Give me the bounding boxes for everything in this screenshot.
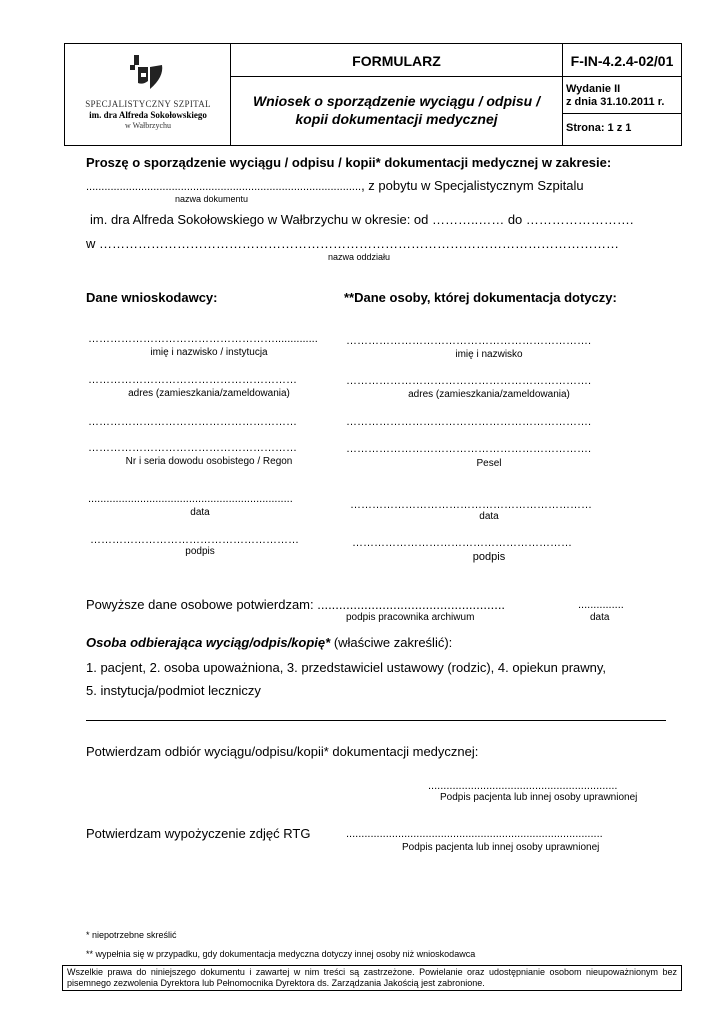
applicant-signature-field[interactable]: ………………………………………………… bbox=[90, 534, 299, 546]
xray-signature-field[interactable]: .................................................................................... bbox=[346, 828, 603, 840]
header-divider bbox=[562, 113, 681, 114]
hospital-emblem-icon bbox=[128, 53, 168, 95]
copyright-box bbox=[62, 965, 682, 991]
footnote-1: * niepotrzebne skreślić bbox=[86, 930, 177, 940]
subject-pesel-label: Pesel bbox=[476, 458, 502, 469]
applicant-heading: Dane wnioskodawcy: bbox=[86, 290, 218, 305]
subject-signature-field[interactable]: …………………………………………………… bbox=[352, 537, 572, 549]
collector-heading: Osoba odbierająca wyciąg/odpis/kopię* bbox=[86, 635, 331, 650]
subject-pesel-field[interactable]: …………………………………………………………. bbox=[346, 443, 592, 455]
page-number: Strona: 1 z 1 bbox=[566, 122, 632, 134]
section-divider bbox=[86, 720, 666, 721]
applicant-name-field[interactable]: …………………………………………….............. bbox=[88, 333, 318, 345]
applicant-address-field-2[interactable]: ………………………………………………… bbox=[88, 416, 297, 428]
collector-options-line1[interactable]: 1. pacjent, 2. osoba upoważniona, 3. przedstawiciel ustawowy (rodzic), 4. opiekun prawny, bbox=[86, 660, 607, 675]
stay-text: , z pobytu w Specjalistycznym Szpitalu bbox=[361, 178, 584, 193]
edition-date: z dnia 31.10.2011 r. bbox=[566, 96, 665, 108]
form-subtitle-line2: kopii dokumentacji medycznej bbox=[295, 111, 498, 127]
form-title: FORMULARZ bbox=[352, 53, 441, 69]
copyright-text: Wszelkie prawa do niniejszego dokumentu i zawartej w nim treści są zastrzeżone. Powielanie oraz udostępnianie osobom nieupoważnionym bez pisemnego zezwolenia Dyrektora lub Pełnomocnika Dyrektora ds. Zarządzania Jakością jest zabronione. bbox=[67, 967, 677, 988]
applicant-id-field[interactable]: ………………………………………………… bbox=[88, 442, 297, 454]
period-field[interactable]: im. dra Alfreda Sokołowskiego w Wałbrzychu w okresie: od ………..…… do ……………………. bbox=[90, 212, 634, 227]
document-name-field[interactable]: .......................................................................................... bbox=[86, 181, 362, 193]
ward-label: nazwa oddziału bbox=[328, 252, 391, 262]
subject-heading: **Dane osoby, której dokumentacja dotyczy: bbox=[344, 290, 617, 305]
subject-signature-label: podpis bbox=[472, 551, 506, 563]
footnote-2: ** wypełnia się w przypadku, gdy dokumentacja medyczna dotyczy innej osoby niż wnioskodawca bbox=[86, 949, 476, 959]
applicant-address-label: adres (zamieszkania/zameldowania) bbox=[128, 388, 290, 399]
confirm-data-field[interactable]: Powyższe dane osobowe potwierdzam: .................................................... bbox=[86, 597, 506, 612]
logo-line1: SPECJALISTYCZNY SZPITAL bbox=[85, 99, 211, 109]
logo-line2: im. dra Alfreda Sokołowskiego bbox=[89, 110, 207, 120]
collector-line bbox=[86, 635, 452, 650]
subject-address-field-2[interactable]: …………………………………………………………. bbox=[346, 416, 592, 428]
ward-field[interactable]: w ………………………………………………………………………………………………………… bbox=[86, 236, 619, 251]
confirm-date-field[interactable]: ............... bbox=[578, 599, 624, 611]
collector-options-line2[interactable]: 5. instytucja/podmiot leczniczy bbox=[86, 683, 261, 698]
confirm-date-label: data bbox=[590, 612, 610, 623]
form-subtitle-line1: Wniosek o sporządzenie wyciągu / odpisu / bbox=[252, 93, 541, 109]
header-table bbox=[64, 43, 682, 146]
subject-name-label: imię i nazwisko bbox=[455, 349, 523, 360]
document-code: F-IN-4.2.4-02/01 bbox=[570, 53, 674, 69]
xray-signature-label: Podpis pacjenta lub innej osoby uprawnionej bbox=[402, 842, 600, 853]
document-name-label: nazwa dokumentu bbox=[175, 194, 249, 204]
receipt-signature-field[interactable]: .............................................................. bbox=[428, 780, 618, 792]
subject-date-label: data bbox=[479, 511, 499, 522]
applicant-date-label: data bbox=[190, 507, 210, 518]
logo-line3: w Wałbrzychu bbox=[124, 121, 172, 130]
subject-address-field[interactable]: …………………………………………………………. bbox=[346, 375, 592, 387]
receipt-text: Potwierdzam odbiór wyciągu/odpisu/kopii* dokumentacji medycznej: bbox=[86, 744, 479, 759]
applicant-address-field[interactable]: ………………………………………………… bbox=[88, 374, 297, 386]
applicant-signature-label: podpis bbox=[185, 546, 215, 557]
request-line1[interactable] bbox=[86, 178, 584, 193]
hospital-logo bbox=[65, 44, 231, 145]
applicant-name-label: imię i nazwisko / instytucja bbox=[150, 347, 268, 358]
collector-instruction: (właściwe zakreślić): bbox=[330, 635, 453, 650]
subject-date-field[interactable]: ………………………………………………………… bbox=[350, 499, 592, 511]
request-heading: Proszę o sporządzenie wyciągu / odpisu / kopii* dokumentacji medycznej w zakresie: bbox=[86, 155, 612, 170]
applicant-id-label: Nr i seria dowodu osobistego / Regon bbox=[125, 456, 293, 467]
applicant-date-field[interactable]: ................................................................... bbox=[88, 493, 293, 505]
receipt-signature-label: Podpis pacjenta lub innej osoby uprawnionej bbox=[440, 792, 638, 803]
header-divider bbox=[230, 76, 681, 77]
subject-name-field[interactable]: …………………………………………………………. bbox=[346, 335, 592, 347]
archive-signature-label: podpis pracownika archiwum bbox=[346, 612, 475, 623]
edition: Wydanie II bbox=[566, 83, 621, 95]
subject-address-label: adres (zamieszkania/zameldowania) bbox=[408, 389, 570, 400]
xray-text: Potwierdzam wypożyczenie zdjęć RTG bbox=[86, 826, 311, 841]
